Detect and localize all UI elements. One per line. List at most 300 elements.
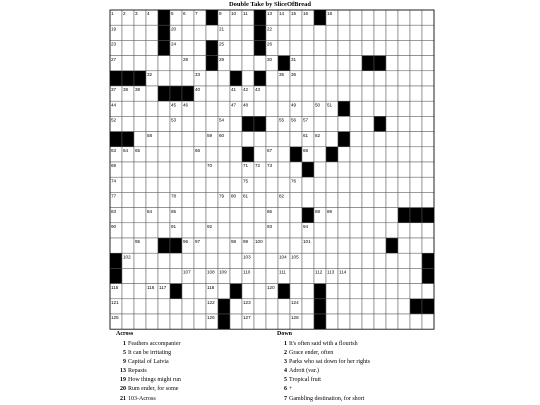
- grid-cell[interactable]: [302, 284, 314, 299]
- grid-cell[interactable]: [182, 71, 194, 86]
- grid-cell[interactable]: [194, 223, 206, 238]
- grid-cell[interactable]: [362, 10, 374, 25]
- grid-cell[interactable]: [398, 238, 410, 253]
- grid-cell[interactable]: [278, 147, 290, 162]
- grid-cell[interactable]: [386, 208, 398, 223]
- grid-cell[interactable]: [350, 238, 362, 253]
- grid-cell[interactable]: [374, 132, 386, 147]
- grid-cell[interactable]: [146, 116, 158, 131]
- grid-cell[interactable]: [146, 314, 158, 329]
- grid-cell[interactable]: [302, 40, 314, 55]
- grid-cell[interactable]: [278, 132, 290, 147]
- grid-cell[interactable]: [374, 10, 386, 25]
- grid-cell[interactable]: [338, 314, 350, 329]
- grid-cell[interactable]: [338, 40, 350, 55]
- down-clue[interactable]: [277, 367, 370, 376]
- grid-cell[interactable]: [350, 177, 362, 192]
- grid-cell[interactable]: [374, 208, 386, 223]
- grid-cell[interactable]: [422, 177, 434, 192]
- grid-cell[interactable]: [386, 284, 398, 299]
- grid-cell[interactable]: [350, 314, 362, 329]
- grid-cell[interactable]: [374, 101, 386, 116]
- grid-cell[interactable]: [314, 192, 326, 207]
- grid-cell[interactable]: [314, 25, 326, 40]
- across-clue[interactable]: [116, 349, 181, 358]
- grid-cell[interactable]: [122, 299, 134, 314]
- grid-cell[interactable]: [422, 25, 434, 40]
- down-clue[interactable]: [277, 376, 370, 385]
- grid-cell[interactable]: [170, 177, 182, 192]
- grid-cell[interactable]: [398, 223, 410, 238]
- grid-cell[interactable]: [206, 71, 218, 86]
- grid-cell[interactable]: [134, 162, 146, 177]
- grid-cell[interactable]: [146, 238, 158, 253]
- grid-cell[interactable]: [314, 177, 326, 192]
- grid-cell[interactable]: [146, 268, 158, 283]
- grid-cell[interactable]: [374, 299, 386, 314]
- grid-cell[interactable]: [290, 208, 302, 223]
- grid-cell[interactable]: [278, 86, 290, 101]
- grid-cell[interactable]: [182, 284, 194, 299]
- grid-cell[interactable]: [410, 162, 422, 177]
- grid-cell[interactable]: [338, 284, 350, 299]
- grid-cell[interactable]: [326, 25, 338, 40]
- grid-cell[interactable]: [338, 86, 350, 101]
- grid-cell[interactable]: [278, 177, 290, 192]
- grid-cell[interactable]: [362, 253, 374, 268]
- grid-cell[interactable]: [362, 86, 374, 101]
- across-clue[interactable]: [116, 385, 181, 394]
- grid-cell[interactable]: [278, 314, 290, 329]
- grid-cell[interactable]: [386, 25, 398, 40]
- grid-cell[interactable]: [218, 223, 230, 238]
- grid-cell[interactable]: [302, 299, 314, 314]
- grid-cell[interactable]: [206, 147, 218, 162]
- grid-cell[interactable]: [254, 56, 266, 71]
- grid-cell[interactable]: [110, 238, 122, 253]
- grid-cell[interactable]: [146, 192, 158, 207]
- grid-cell[interactable]: [362, 177, 374, 192]
- grid-cell[interactable]: [314, 238, 326, 253]
- grid-cell[interactable]: [254, 132, 266, 147]
- grid-cell[interactable]: [410, 284, 422, 299]
- grid-cell[interactable]: [122, 284, 134, 299]
- grid-cell[interactable]: [302, 192, 314, 207]
- grid-cell[interactable]: [122, 177, 134, 192]
- grid-cell[interactable]: [362, 71, 374, 86]
- grid-cell[interactable]: [326, 40, 338, 55]
- grid-cell[interactable]: [218, 177, 230, 192]
- grid-cell[interactable]: [350, 192, 362, 207]
- grid-cell[interactable]: [254, 268, 266, 283]
- grid-cell[interactable]: [302, 86, 314, 101]
- grid-cell[interactable]: [194, 177, 206, 192]
- grid-cell[interactable]: [290, 223, 302, 238]
- grid-cell[interactable]: [122, 314, 134, 329]
- grid-cell[interactable]: [302, 268, 314, 283]
- grid-cell[interactable]: [290, 132, 302, 147]
- grid-cell[interactable]: [386, 40, 398, 55]
- grid-cell[interactable]: [314, 116, 326, 131]
- grid-cell[interactable]: [398, 299, 410, 314]
- grid-cell[interactable]: [290, 284, 302, 299]
- grid-cell[interactable]: [230, 56, 242, 71]
- grid-cell[interactable]: [194, 162, 206, 177]
- grid-cell[interactable]: [422, 284, 434, 299]
- grid-cell[interactable]: [194, 132, 206, 147]
- grid-cell[interactable]: [146, 25, 158, 40]
- grid-cell[interactable]: [254, 299, 266, 314]
- grid-cell[interactable]: [158, 253, 170, 268]
- grid-cell[interactable]: [302, 253, 314, 268]
- grid-cell[interactable]: [182, 208, 194, 223]
- grid-cell[interactable]: [386, 147, 398, 162]
- grid-cell[interactable]: [230, 162, 242, 177]
- grid-cell[interactable]: [266, 268, 278, 283]
- grid-cell[interactable]: [326, 86, 338, 101]
- grid-cell[interactable]: [302, 56, 314, 71]
- grid-cell[interactable]: [410, 10, 422, 25]
- grid-cell[interactable]: [362, 268, 374, 283]
- grid-cell[interactable]: [218, 238, 230, 253]
- grid-cell[interactable]: [230, 177, 242, 192]
- grid-cell[interactable]: [338, 223, 350, 238]
- grid-cell[interactable]: [338, 116, 350, 131]
- grid-cell[interactable]: [422, 40, 434, 55]
- grid-cell[interactable]: [410, 25, 422, 40]
- grid-cell[interactable]: [254, 177, 266, 192]
- grid-cell[interactable]: [314, 71, 326, 86]
- grid-cell[interactable]: [386, 162, 398, 177]
- grid-cell[interactable]: [326, 116, 338, 131]
- grid-cell[interactable]: [122, 162, 134, 177]
- grid-cell[interactable]: [398, 162, 410, 177]
- grid-cell[interactable]: [266, 314, 278, 329]
- grid-cell[interactable]: [194, 314, 206, 329]
- grid-cell[interactable]: [230, 116, 242, 131]
- grid-cell[interactable]: [350, 268, 362, 283]
- grid-cell[interactable]: [398, 253, 410, 268]
- grid-cell[interactable]: [254, 284, 266, 299]
- grid-cell[interactable]: [194, 40, 206, 55]
- grid-cell[interactable]: [338, 238, 350, 253]
- grid-cell[interactable]: [302, 101, 314, 116]
- grid-cell[interactable]: [374, 86, 386, 101]
- grid-cell[interactable]: [374, 284, 386, 299]
- grid-cell[interactable]: [422, 101, 434, 116]
- grid-cell[interactable]: [338, 56, 350, 71]
- grid-cell[interactable]: [374, 40, 386, 55]
- grid-cell[interactable]: [194, 56, 206, 71]
- grid-cell[interactable]: [398, 71, 410, 86]
- grid-cell[interactable]: [230, 268, 242, 283]
- grid-cell[interactable]: [230, 132, 242, 147]
- grid-cell[interactable]: [422, 223, 434, 238]
- grid-cell[interactable]: [350, 162, 362, 177]
- grid-cell[interactable]: [254, 253, 266, 268]
- grid-cell[interactable]: [314, 147, 326, 162]
- grid-cell[interactable]: [278, 223, 290, 238]
- grid-cell[interactable]: [170, 132, 182, 147]
- grid-cell[interactable]: [338, 177, 350, 192]
- grid-cell[interactable]: [350, 56, 362, 71]
- grid-cell[interactable]: [182, 162, 194, 177]
- grid-cell[interactable]: [386, 86, 398, 101]
- grid-cell[interactable]: [182, 253, 194, 268]
- grid-cell[interactable]: [194, 208, 206, 223]
- grid-cell[interactable]: [362, 192, 374, 207]
- down-clue[interactable]: [277, 349, 370, 358]
- grid-cell[interactable]: [326, 238, 338, 253]
- grid-cell[interactable]: [218, 208, 230, 223]
- grid-cell[interactable]: [158, 56, 170, 71]
- grid-cell[interactable]: [410, 147, 422, 162]
- grid-cell[interactable]: [122, 56, 134, 71]
- grid-cell[interactable]: [206, 177, 218, 192]
- grid-cell[interactable]: [326, 162, 338, 177]
- grid-cell[interactable]: [134, 268, 146, 283]
- grid-cell[interactable]: [182, 40, 194, 55]
- grid-cell[interactable]: [350, 253, 362, 268]
- grid-cell[interactable]: [374, 314, 386, 329]
- grid-cell[interactable]: [278, 25, 290, 40]
- grid-cell[interactable]: [410, 101, 422, 116]
- grid-cell[interactable]: [350, 10, 362, 25]
- grid-cell[interactable]: [422, 147, 434, 162]
- grid-cell[interactable]: [146, 147, 158, 162]
- grid-cell[interactable]: [314, 40, 326, 55]
- grid-cell[interactable]: [170, 253, 182, 268]
- grid-cell[interactable]: [182, 116, 194, 131]
- grid-cell[interactable]: [398, 284, 410, 299]
- grid-cell[interactable]: [422, 10, 434, 25]
- grid-cell[interactable]: [194, 25, 206, 40]
- grid-cell[interactable]: [398, 116, 410, 131]
- grid-cell[interactable]: [350, 40, 362, 55]
- grid-cell[interactable]: [374, 253, 386, 268]
- grid-cell[interactable]: [254, 147, 266, 162]
- grid-cell[interactable]: [410, 238, 422, 253]
- grid-cell[interactable]: [362, 238, 374, 253]
- grid-cell[interactable]: [182, 314, 194, 329]
- grid-cell[interactable]: [158, 299, 170, 314]
- grid-cell[interactable]: [266, 116, 278, 131]
- grid-cell[interactable]: [422, 56, 434, 71]
- grid-cell[interactable]: [146, 177, 158, 192]
- grid-cell[interactable]: [278, 162, 290, 177]
- grid-cell[interactable]: [290, 25, 302, 40]
- down-clue[interactable]: [277, 385, 370, 394]
- grid-cell[interactable]: [158, 71, 170, 86]
- grid-cell[interactable]: [158, 116, 170, 131]
- grid-cell[interactable]: [422, 116, 434, 131]
- grid-cell[interactable]: [326, 284, 338, 299]
- grid-cell[interactable]: [398, 25, 410, 40]
- grid-cell[interactable]: [362, 299, 374, 314]
- grid-cell[interactable]: [146, 253, 158, 268]
- grid-cell[interactable]: [398, 10, 410, 25]
- grid-cell[interactable]: [398, 268, 410, 283]
- grid-cell[interactable]: [350, 208, 362, 223]
- grid-cell[interactable]: [410, 192, 422, 207]
- grid-cell[interactable]: [374, 25, 386, 40]
- grid-cell[interactable]: [314, 56, 326, 71]
- grid-cell[interactable]: [410, 86, 422, 101]
- grid-cell[interactable]: [350, 101, 362, 116]
- grid-cell[interactable]: [410, 132, 422, 147]
- grid-cell[interactable]: [242, 25, 254, 40]
- grid-cell[interactable]: [158, 177, 170, 192]
- grid-cell[interactable]: [302, 71, 314, 86]
- grid-cell[interactable]: [146, 86, 158, 101]
- grid-cell[interactable]: [218, 101, 230, 116]
- grid-cell[interactable]: [194, 268, 206, 283]
- grid-cell[interactable]: [350, 299, 362, 314]
- grid-cell[interactable]: [254, 208, 266, 223]
- grid-cell[interactable]: [158, 223, 170, 238]
- grid-cell[interactable]: [122, 116, 134, 131]
- grid-cell[interactable]: [398, 56, 410, 71]
- grid-cell[interactable]: [302, 25, 314, 40]
- grid-cell[interactable]: [362, 284, 374, 299]
- grid-cell[interactable]: [230, 208, 242, 223]
- grid-cell[interactable]: [170, 147, 182, 162]
- grid-cell[interactable]: [206, 192, 218, 207]
- grid-cell[interactable]: [422, 238, 434, 253]
- grid-cell[interactable]: [350, 147, 362, 162]
- grid-cell[interactable]: [122, 223, 134, 238]
- grid-cell[interactable]: [218, 253, 230, 268]
- grid-cell[interactable]: [386, 299, 398, 314]
- grid-cell[interactable]: [386, 116, 398, 131]
- grid-cell[interactable]: [230, 40, 242, 55]
- grid-cell[interactable]: [398, 40, 410, 55]
- grid-cell[interactable]: [266, 177, 278, 192]
- grid-cell[interactable]: [170, 162, 182, 177]
- grid-cell[interactable]: [194, 299, 206, 314]
- grid-cell[interactable]: [398, 314, 410, 329]
- across-clue[interactable]: [116, 358, 181, 367]
- grid-cell[interactable]: [422, 86, 434, 101]
- grid-cell[interactable]: [326, 177, 338, 192]
- grid-cell[interactable]: [266, 132, 278, 147]
- grid-cell[interactable]: [398, 101, 410, 116]
- grid-cell[interactable]: [386, 132, 398, 147]
- grid-cell[interactable]: [158, 101, 170, 116]
- grid-cell[interactable]: [254, 314, 266, 329]
- grid-cell[interactable]: [374, 177, 386, 192]
- grid-cell[interactable]: [278, 208, 290, 223]
- grid-cell[interactable]: [206, 101, 218, 116]
- grid-cell[interactable]: [254, 223, 266, 238]
- grid-cell[interactable]: [386, 192, 398, 207]
- grid-cell[interactable]: [374, 147, 386, 162]
- grid-cell[interactable]: [182, 299, 194, 314]
- grid-cell[interactable]: [338, 253, 350, 268]
- grid-cell[interactable]: [290, 40, 302, 55]
- grid-cell[interactable]: [194, 192, 206, 207]
- grid-cell[interactable]: [206, 238, 218, 253]
- grid-cell[interactable]: [290, 268, 302, 283]
- grid-cell[interactable]: [422, 132, 434, 147]
- grid-cell[interactable]: [362, 101, 374, 116]
- grid-cell[interactable]: [410, 253, 422, 268]
- grid-cell[interactable]: [326, 253, 338, 268]
- grid-cell[interactable]: [302, 177, 314, 192]
- grid-cell[interactable]: [134, 192, 146, 207]
- grid-cell[interactable]: [398, 147, 410, 162]
- grid-cell[interactable]: [122, 40, 134, 55]
- grid-cell[interactable]: [290, 238, 302, 253]
- grid-cell[interactable]: [398, 86, 410, 101]
- grid-cell[interactable]: [266, 299, 278, 314]
- grid-cell[interactable]: [410, 314, 422, 329]
- grid-cell[interactable]: [134, 132, 146, 147]
- grid-cell[interactable]: [314, 253, 326, 268]
- grid-cell[interactable]: [122, 208, 134, 223]
- grid-cell[interactable]: [230, 314, 242, 329]
- grid-cell[interactable]: [266, 238, 278, 253]
- grid-cell[interactable]: [170, 71, 182, 86]
- grid-cell[interactable]: [338, 162, 350, 177]
- grid-cell[interactable]: [350, 284, 362, 299]
- grid-cell[interactable]: [170, 268, 182, 283]
- grid-cell[interactable]: [206, 208, 218, 223]
- grid-cell[interactable]: [326, 314, 338, 329]
- grid-cell[interactable]: [230, 299, 242, 314]
- grid-cell[interactable]: [242, 40, 254, 55]
- grid-cell[interactable]: [422, 314, 434, 329]
- grid-cell[interactable]: [134, 284, 146, 299]
- grid-cell[interactable]: [158, 132, 170, 147]
- grid-cell[interactable]: [146, 56, 158, 71]
- down-clue[interactable]: [277, 395, 370, 404]
- grid-cell[interactable]: [122, 101, 134, 116]
- grid-cell[interactable]: [278, 299, 290, 314]
- grid-cell[interactable]: [194, 253, 206, 268]
- grid-cell[interactable]: [134, 223, 146, 238]
- grid-cell[interactable]: [134, 56, 146, 71]
- grid-cell[interactable]: [410, 56, 422, 71]
- grid-cell[interactable]: [350, 71, 362, 86]
- grid-cell[interactable]: [302, 314, 314, 329]
- grid-cell[interactable]: [386, 101, 398, 116]
- grid-cell[interactable]: [338, 71, 350, 86]
- grid-cell[interactable]: [194, 101, 206, 116]
- grid-cell[interactable]: [386, 10, 398, 25]
- grid-cell[interactable]: [326, 132, 338, 147]
- grid-cell[interactable]: [266, 192, 278, 207]
- grid-cell[interactable]: [158, 192, 170, 207]
- grid-cell[interactable]: [158, 314, 170, 329]
- grid-cell[interactable]: [398, 192, 410, 207]
- grid-cell[interactable]: [134, 25, 146, 40]
- grid-cell[interactable]: [362, 25, 374, 40]
- grid-cell[interactable]: [362, 223, 374, 238]
- grid-cell[interactable]: [242, 284, 254, 299]
- grid-cell[interactable]: [350, 132, 362, 147]
- grid-cell[interactable]: [182, 25, 194, 40]
- grid-cell[interactable]: [374, 238, 386, 253]
- grid-cell[interactable]: [398, 132, 410, 147]
- grid-cell[interactable]: [134, 40, 146, 55]
- grid-cell[interactable]: [314, 223, 326, 238]
- grid-cell[interactable]: [206, 116, 218, 131]
- across-clue[interactable]: [116, 340, 181, 349]
- grid-cell[interactable]: [422, 192, 434, 207]
- grid-cell[interactable]: [398, 177, 410, 192]
- grid-cell[interactable]: [386, 177, 398, 192]
